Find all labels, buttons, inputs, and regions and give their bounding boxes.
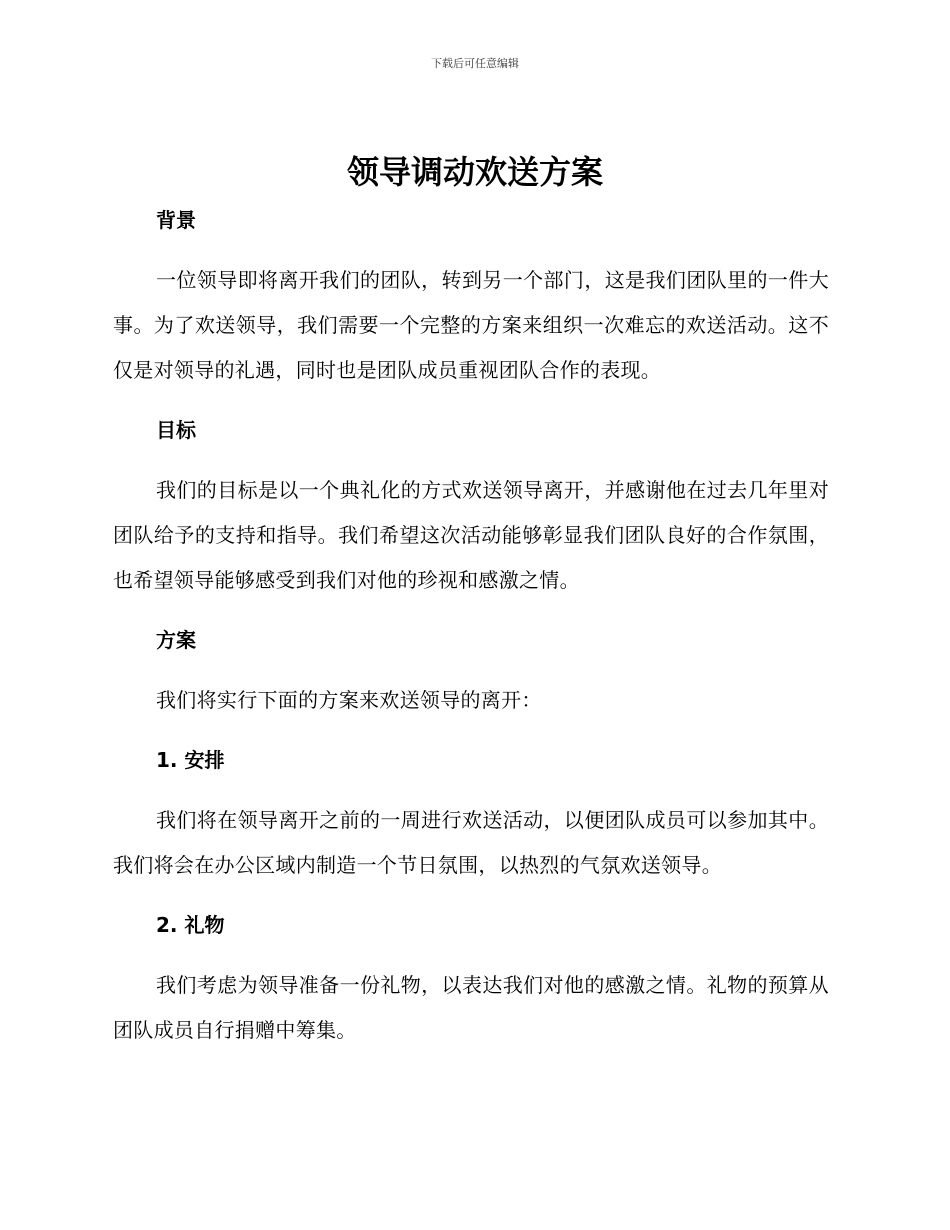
document-title: 领导调动欢送方案 [346,153,603,191]
paragraph-goal: 我们的目标是以一个典礼化的方式欢送领导离开，并感谢他在过去几年里对团队给予的支持和指导。我们希望这次活动能够彰显我们团队良好的合作氛围，也希望领导能够感受到我们对他的珍视和感激之情。 [113,478,829,592]
section-heading-gift: 2. 礼物 [156,913,225,937]
paragraph-background: 一位领导即将离开我们的团队，转到另一个部门，这是我们团队里的一件大事。为了欢送领导，我们需要一个完整的方案来组织一次难忘的欢送活动。这不仅是对领导的礼遇，同时也是团队成员重视团队合作的表现。 [113,268,829,382]
paragraph-plan: 我们将实行下面的方案来欢送领导的离开： [156,688,542,712]
header-note: 下载后可任意编辑 [431,57,519,70]
paragraph-arrangement: 我们将在领导离开之前的一周进行欢送活动，以便团队成员可以参加其中。我们将会在办公区域内制造一个节日氛围，以热烈的气氛欢送领导。 [113,808,829,877]
section-heading-plan: 方案 [156,628,196,652]
section-heading-arrangement: 1. 安排 [156,748,225,772]
section-heading-background: 背景 [156,208,196,232]
paragraph-gift: 我们考虑为领导准备一份礼物，以表达我们对他的感激之情。礼物的预算从团队成员自行捐赠中筹集。 [113,973,829,1042]
document-body [113,205,829,1053]
section-heading-goal: 目标 [156,418,196,442]
